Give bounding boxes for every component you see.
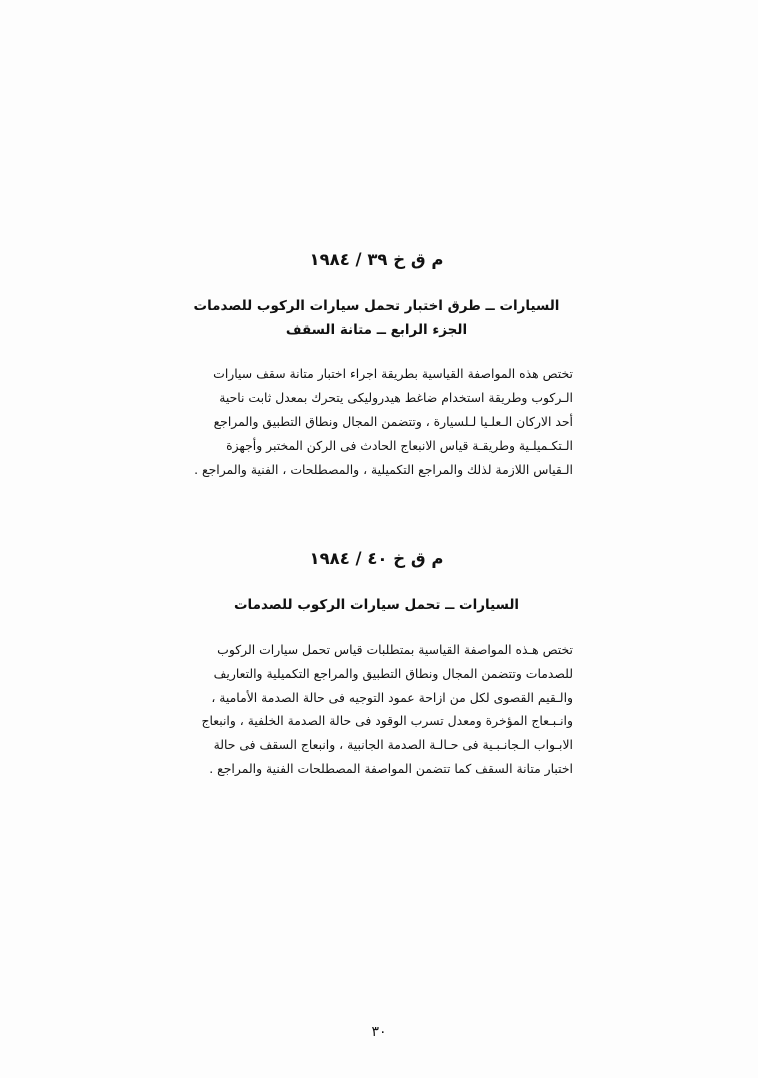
entry-body-2 [180, 638, 573, 781]
entry-title-1 [180, 295, 573, 342]
entry-body-line: للصدمات وتتضمن المجال ونطاق التطبيق والمراجع التكميلية والتعاريف [213, 665, 573, 681]
standard-entry-1 [180, 250, 573, 481]
entry-body-line: الـتكـميلـية وطريقـة قياس الانبعاج الحادث فى الركن المختبر وأجهزة [226, 437, 573, 453]
entry-spacer [180, 507, 573, 549]
entry-body-line: الـركوب وطريقة استخدام ضاغط هيدروليكى يتحرك بمعدل ثابت ناحية [219, 390, 573, 406]
entry-body-line: أحد الاركان الـعلـيا لـلسيارة ، وتتضمن المجال ونطاق التطبيق والمراجع [213, 413, 573, 429]
page-number: ٣٠ [371, 1024, 387, 1040]
document-content [0, 250, 758, 807]
entry-body-1 [180, 362, 573, 481]
entry-title-line: السيارات ــ طرق اختبار تحمل سيارات الركوب للصدمات [193, 298, 560, 314]
entry-code-1: م ق خ ٣٩ / ١٩٨٤ [309, 250, 444, 269]
entry-code-2: م ق خ ٤٠ / ١٩٨٤ [309, 549, 444, 569]
entry-title-line: الجزء الرابع ــ متانة السقف [285, 321, 468, 338]
entry-title-line: السيارات ــ تحمل سيارات الركوب للصدمات [233, 597, 520, 614]
entry-body-line: الـقياس اللازمة لذلك والمراجع التكميلية ، والمصطلحات ، الفنية والمراجع . [194, 461, 573, 477]
entry-title-2 [180, 594, 573, 618]
entry-body-line: الابـواب الـجانـبـية فى حـالـة الصدمة الجانبية ، وانبعاج السقف فى حالة [213, 737, 573, 753]
entry-body-line: تختص هذه المواصفة القياسية بطريقة اجراء اختبار متانة سقف سيارات [213, 366, 573, 382]
entry-body-line: تختص هـذه المواصفة القياسية بمتطلبات قياس تحمل سيارات الركوب [217, 641, 573, 657]
standard-entry-2 [180, 549, 573, 781]
entry-body-line: والـقيم القصوى لكل من ازاحة عمود التوجيه فى حالة الصدمة الأمامية ، [211, 689, 573, 705]
entry-body-line: وانـبـعاج المؤخرة ومعدل تسرب الوقود فى حالة الصدمة الخلفية ، وانبعاج [201, 713, 573, 729]
entry-body-line: اختبار متانة السقف كما تتضمن المواصفة المصطلحات الفنية والمراجع . [209, 761, 573, 776]
